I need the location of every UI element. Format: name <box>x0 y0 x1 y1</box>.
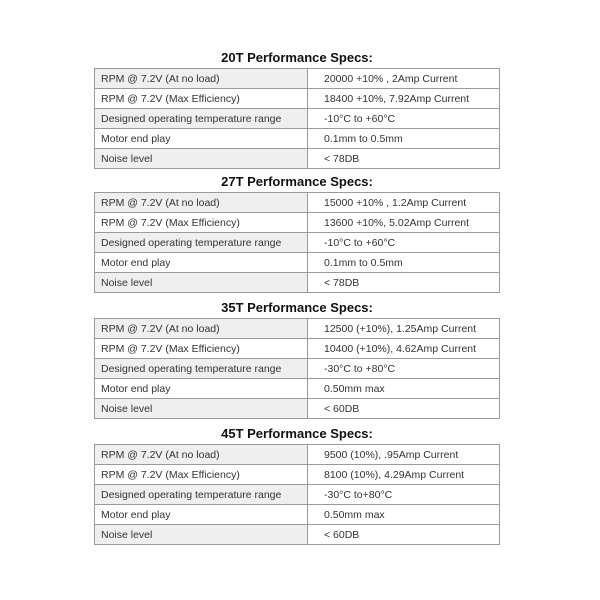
spec-label: Noise level <box>95 399 308 419</box>
table-row <box>95 233 500 253</box>
table-row <box>95 445 500 465</box>
spec-label: Noise level <box>95 525 308 545</box>
table-row <box>95 129 500 149</box>
spec-value: 12500 (+10%), 1.25Amp Current <box>308 319 500 339</box>
table-row <box>95 485 500 505</box>
spec-label: Designed operating temperature range <box>95 233 308 253</box>
section-title: 27T Performance Specs: <box>221 174 373 189</box>
table-row <box>95 109 500 129</box>
spec-label: Designed operating temperature range <box>95 359 308 379</box>
spec-label: RPM @ 7.2V (At no load) <box>95 319 308 339</box>
spec-label: RPM @ 7.2V (At no load) <box>95 69 308 89</box>
table-row <box>95 525 500 545</box>
table-row <box>95 319 500 339</box>
spec-value: -30°C to+80°C <box>308 485 500 505</box>
spec-value: -30°C to +80°C <box>308 359 500 379</box>
spec-label: Noise level <box>95 149 308 169</box>
spec-label: Motor end play <box>95 505 308 525</box>
spec-value: < 60DB <box>308 525 500 545</box>
spec-table <box>94 444 500 545</box>
spec-value: -10°C to +60°C <box>308 233 500 253</box>
spec-value: 20000 +10% , 2Amp Current <box>308 69 500 89</box>
table-row <box>95 193 500 213</box>
spec-label: Motor end play <box>95 253 308 273</box>
table-row <box>95 359 500 379</box>
spec-value: 10400 (+10%), 4.62Amp Current <box>308 339 500 359</box>
spec-label: RPM @ 7.2V (At no load) <box>95 193 308 213</box>
table-row <box>95 149 500 169</box>
table-row <box>95 379 500 399</box>
spec-value: 8100 (10%), 4.29Amp Current <box>308 465 500 485</box>
table-row <box>95 213 500 233</box>
spec-value: 0.50mm max <box>308 379 500 399</box>
spec-label: RPM @ 7.2V (At no load) <box>95 445 308 465</box>
spec-label: RPM @ 7.2V (Max Efficiency) <box>95 465 308 485</box>
spec-table <box>94 68 500 169</box>
table-row <box>95 253 500 273</box>
table-row <box>95 273 500 293</box>
spec-label: Noise level <box>95 273 308 293</box>
table-row <box>95 69 500 89</box>
table-row <box>95 339 500 359</box>
spec-value: 18400 +10%, 7.92Amp Current <box>308 89 500 109</box>
section-title: 45T Performance Specs: <box>221 426 373 441</box>
table-row <box>95 465 500 485</box>
table-row <box>95 89 500 109</box>
spec-label: Designed operating temperature range <box>95 109 308 129</box>
section-title: 20T Performance Specs: <box>221 50 373 65</box>
table-row <box>95 399 500 419</box>
spec-value: < 78DB <box>308 273 500 293</box>
spec-value: < 60DB <box>308 399 500 419</box>
spec-label: RPM @ 7.2V (Max Efficiency) <box>95 213 308 233</box>
spec-value: 9500 (10%), .95Amp Current <box>308 445 500 465</box>
spec-label: RPM @ 7.2V (Max Efficiency) <box>95 89 308 109</box>
spec-value: 0.1mm to 0.5mm <box>308 253 500 273</box>
table-row <box>95 505 500 525</box>
spec-label: Motor end play <box>95 129 308 149</box>
spec-value: < 78DB <box>308 149 500 169</box>
spec-value: 15000 +10% , 1.2Amp Current <box>308 193 500 213</box>
spec-value: 13600 +10%, 5.02Amp Current <box>308 213 500 233</box>
spec-value: -10°C to +60°C <box>308 109 500 129</box>
spec-table <box>94 192 500 293</box>
spec-label: RPM @ 7.2V (Max Efficiency) <box>95 339 308 359</box>
spec-label: Motor end play <box>95 379 308 399</box>
spec-label: Designed operating temperature range <box>95 485 308 505</box>
spec-table <box>94 318 500 419</box>
spec-value: 0.50mm max <box>308 505 500 525</box>
section-title: 35T Performance Specs: <box>221 300 373 315</box>
spec-value: 0.1mm to 0.5mm <box>308 129 500 149</box>
